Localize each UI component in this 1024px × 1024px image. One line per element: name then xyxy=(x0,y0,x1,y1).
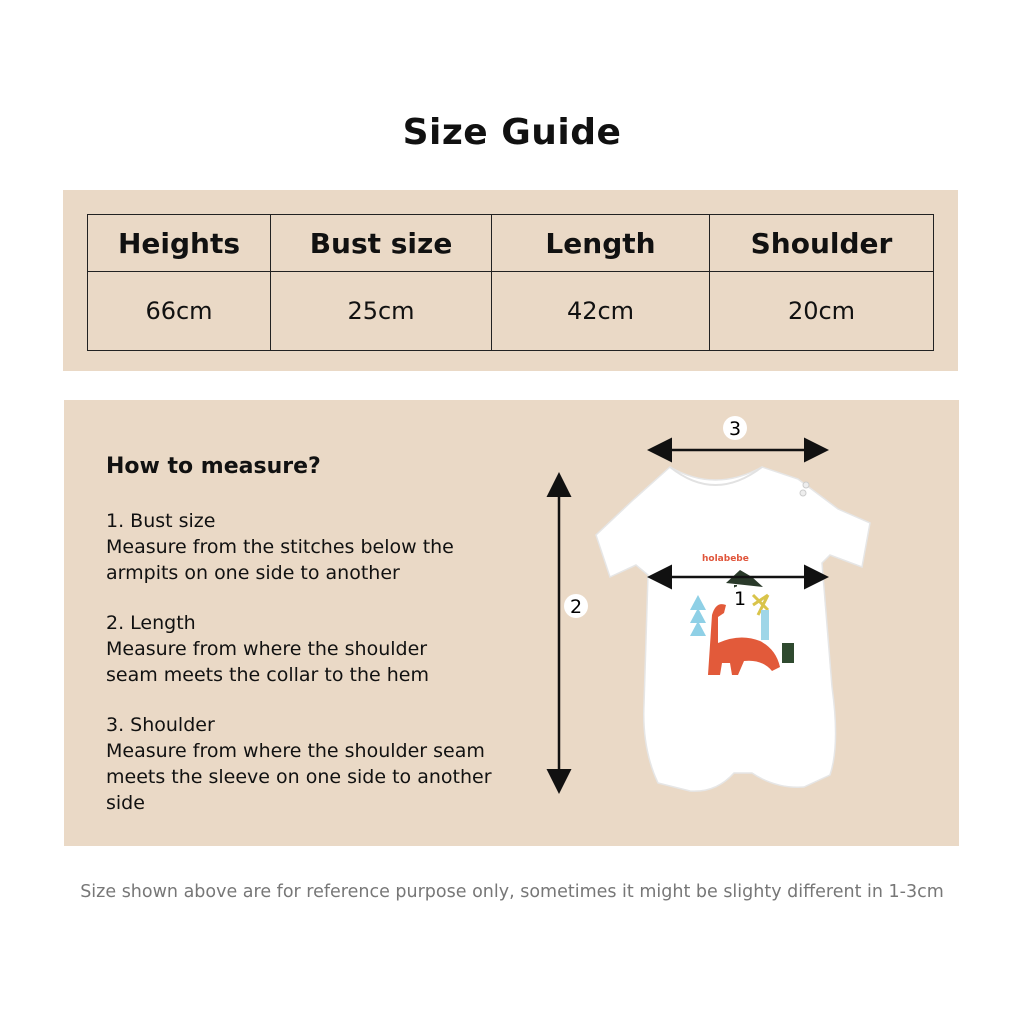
step-title: 3. Shoulder xyxy=(106,714,215,736)
disclaimer-text: Size shown above are for reference purpose only, sometimes it might be slighty different in 1-3cm xyxy=(80,882,944,902)
size-table-panel xyxy=(63,190,958,371)
step-title: 1. Bust size xyxy=(106,510,216,532)
step-line: meets the sleeve on one side to another xyxy=(106,766,492,788)
table-header-row xyxy=(88,215,934,272)
onesie-diagram xyxy=(540,405,900,805)
step-title: 2. Length xyxy=(106,612,196,634)
step-line: Measure from where the shoulder xyxy=(106,638,428,660)
step-line: side xyxy=(106,792,145,814)
palm-trunk-icon xyxy=(761,610,769,640)
header-bust-size: Bust size xyxy=(271,215,492,272)
header-heights: Heights xyxy=(88,215,271,272)
size-table xyxy=(87,214,934,351)
step-shoulder xyxy=(106,712,546,816)
step-length xyxy=(106,610,546,688)
step-bust-size xyxy=(106,508,546,586)
step-line: seam meets the collar to the hem xyxy=(106,664,429,686)
snap xyxy=(800,490,806,496)
marker-2: 2 xyxy=(569,596,583,618)
page-title: Size Guide xyxy=(402,112,622,153)
value-heights: 66cm xyxy=(88,272,271,351)
header-shoulder: Shoulder xyxy=(710,215,934,272)
step-line: Measure from the stitches below the xyxy=(106,536,454,558)
value-length: 42cm xyxy=(492,272,710,351)
step-line: Measure from where the shoulder seam xyxy=(106,740,485,762)
snap xyxy=(803,482,809,488)
value-bust-size: 25cm xyxy=(271,272,492,351)
marker-1: 1 xyxy=(733,588,747,610)
header-length: Length xyxy=(492,215,710,272)
onesie-shape xyxy=(596,467,870,791)
window-icon xyxy=(782,643,794,663)
step-line: armpits on one side to another xyxy=(106,562,400,584)
table-row xyxy=(88,272,934,351)
marker-3: 3 xyxy=(728,418,742,440)
value-shoulder: 20cm xyxy=(710,272,934,351)
measure-heading: How to measure? xyxy=(106,454,321,479)
brand-text: holabebe xyxy=(702,554,749,564)
